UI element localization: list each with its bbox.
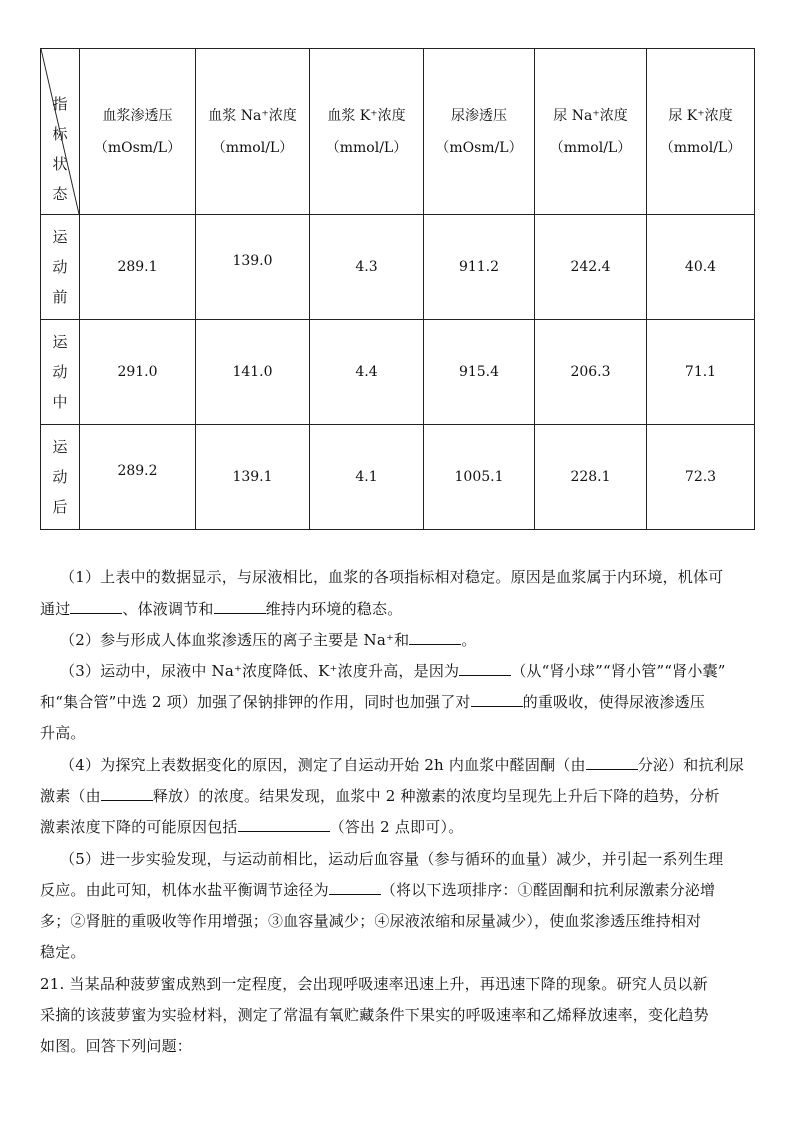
question-4-line-2: [40, 785, 720, 807]
value-cell: 71.1: [647, 320, 755, 425]
question-text: 维持内环境的稳态。: [265, 600, 403, 618]
header-cell: [80, 49, 196, 215]
header-cell: [424, 49, 535, 215]
question-text: （3）运动中，尿液中 Na⁺浓度降低、K⁺浓度升高，是因为: [60, 662, 460, 680]
value-cell: 4.3: [310, 215, 424, 320]
question-text: 的重吸收，使得尿液渗透压: [522, 693, 706, 711]
header-name: 尿 Na⁺浓度: [553, 107, 628, 124]
value-cell: 40.4: [647, 215, 755, 320]
value-cell: 1005.1: [424, 425, 535, 530]
header-name: 尿 K⁺浓度: [668, 107, 733, 124]
question-text: （从“肾小球”“肾小管”“肾小囊”: [511, 662, 726, 680]
question-3-line-2: [40, 691, 705, 713]
value-cell: 915.4: [424, 320, 535, 425]
question-21-line-2: 采摘的该菠萝蜜为实验材料，测定了常温有氧贮藏条件下果实的呼吸速率和乙烯释放速率，变化趋势: [40, 1006, 709, 1024]
answer-blank[interactable]: [101, 786, 153, 801]
header-name: 尿渗透压: [451, 107, 507, 124]
question-2-line-1: [60, 629, 477, 651]
answer-blank[interactable]: [471, 692, 523, 707]
header-unit: （mOsm/L）: [93, 139, 182, 156]
table-row: [41, 215, 755, 320]
question-5-line-4: 稳定。: [40, 943, 86, 961]
value-cell: 228.1: [535, 425, 647, 530]
state-cell: [41, 425, 80, 530]
value-text: 289.2: [117, 463, 158, 479]
question-text: 激素浓度下降的可能原因包括: [40, 818, 238, 836]
question-text: 、体液调节和: [122, 600, 214, 618]
question-text: 释放）的浓度。结果发现，血浆中 2 种激素的浓度均呈现先上升后下降的趋势，分析: [152, 787, 720, 805]
header-unit: （mmol/L）: [549, 139, 632, 156]
question-text: （答出 2 点即可）。: [329, 818, 464, 836]
header-unit: （mmol/L）: [325, 139, 408, 156]
value-cell: 139.1: [196, 425, 310, 530]
header-cell: [535, 49, 647, 215]
header-cell: [647, 49, 755, 215]
answer-blank[interactable]: [70, 599, 122, 614]
state-label: 运 动 中: [52, 333, 68, 411]
state-cell: [41, 215, 80, 320]
header-row: [41, 49, 755, 215]
header-name: 血浆 K⁺浓度: [327, 107, 406, 124]
value-cell: 4.4: [310, 320, 424, 425]
table-row: [41, 320, 755, 425]
header-cell: [310, 49, 424, 215]
question-21-line-3: 如图。回答下列问题：: [40, 1037, 193, 1055]
value-cell: 72.3: [647, 425, 755, 530]
state-cell: [41, 320, 80, 425]
header-unit: （mOsm/L）: [435, 139, 523, 156]
answer-blank[interactable]: [238, 817, 330, 832]
question-text: 激素（由: [40, 787, 101, 805]
question-text: （4）为探究上表数据变化的原因，测定了自运动开始 2h 内血浆中醛固酮（由: [60, 756, 586, 774]
state-label: 运 动 后: [52, 438, 68, 516]
corner-header-cell: [41, 49, 80, 215]
header-unit: （mmol/L）: [211, 139, 294, 156]
value-cell: 242.4: [535, 215, 647, 320]
question-5-line-1: （5）进一步实验发现，与运动前相比，运动后血容量（参与循环的血量）减少，并引起一系列生理: [60, 850, 724, 868]
value-cell: 4.1: [310, 425, 424, 530]
answer-blank[interactable]: [329, 880, 381, 895]
question-21-line-1: 21. 当某品种菠萝蜜成熟到一定程度，会出现呼吸速率迅速上升，再迅速下降的现象。研究人员以新: [40, 975, 708, 993]
answer-blank[interactable]: [409, 630, 461, 645]
question-3-line-1: [60, 660, 726, 682]
value-cell: 289.1: [80, 215, 196, 320]
header-name: 血浆 Na⁺浓度: [208, 107, 297, 124]
header-name: 血浆渗透压: [102, 107, 173, 124]
question-1-line-2: [40, 598, 402, 620]
state-label: 运 动 前: [52, 228, 68, 306]
question-text: （将以下选项排序：①醛固酮和抗利尿激素分泌增: [380, 881, 716, 899]
question-1-line-1: （1）上表中的数据显示，与尿液相比，血浆的各项指标相对稳定。原因是血浆属于内环境，机体可: [60, 568, 724, 586]
answer-blank[interactable]: [586, 755, 638, 770]
header-unit: （mmol/L）: [659, 139, 742, 156]
question-5-line-2: [40, 879, 715, 901]
value-text: 139.0: [232, 253, 273, 269]
question-text: （2）参与形成人体血浆渗透压的离子主要是 Na⁺和: [60, 631, 410, 649]
value-cell: 141.0: [196, 320, 310, 425]
header-cell: [196, 49, 310, 215]
question-4-line-3: [40, 816, 463, 838]
question-text: 通过: [40, 600, 71, 618]
question-text: 分泌）和抗利尿: [637, 756, 745, 774]
data-table: [40, 48, 755, 530]
value-cell: 911.2: [424, 215, 535, 320]
question-4-line-1: [60, 754, 744, 776]
table-row: [41, 425, 755, 530]
question-3-line-3: 升高。: [40, 724, 86, 742]
corner-label: 指 标 状 态: [52, 95, 68, 203]
question-text: 和“集合管”中选 2 项）加强了保钠排钾的作用，同时也加强了对: [40, 693, 471, 711]
question-5-line-3: 多；②肾脏的重吸收等作用增强；③血容量减少；④尿液浓缩和尿量减少），使血浆渗透压维持相对: [40, 912, 702, 930]
question-text: 反应。由此可知，机体水盐平衡调节途径为: [40, 881, 329, 899]
question-text: 。: [461, 631, 477, 649]
answer-blank[interactable]: [459, 661, 511, 676]
value-cell: [80, 425, 196, 530]
value-cell: [196, 215, 310, 320]
value-cell: 206.3: [535, 320, 647, 425]
value-cell: 291.0: [80, 320, 196, 425]
answer-blank[interactable]: [214, 599, 266, 614]
